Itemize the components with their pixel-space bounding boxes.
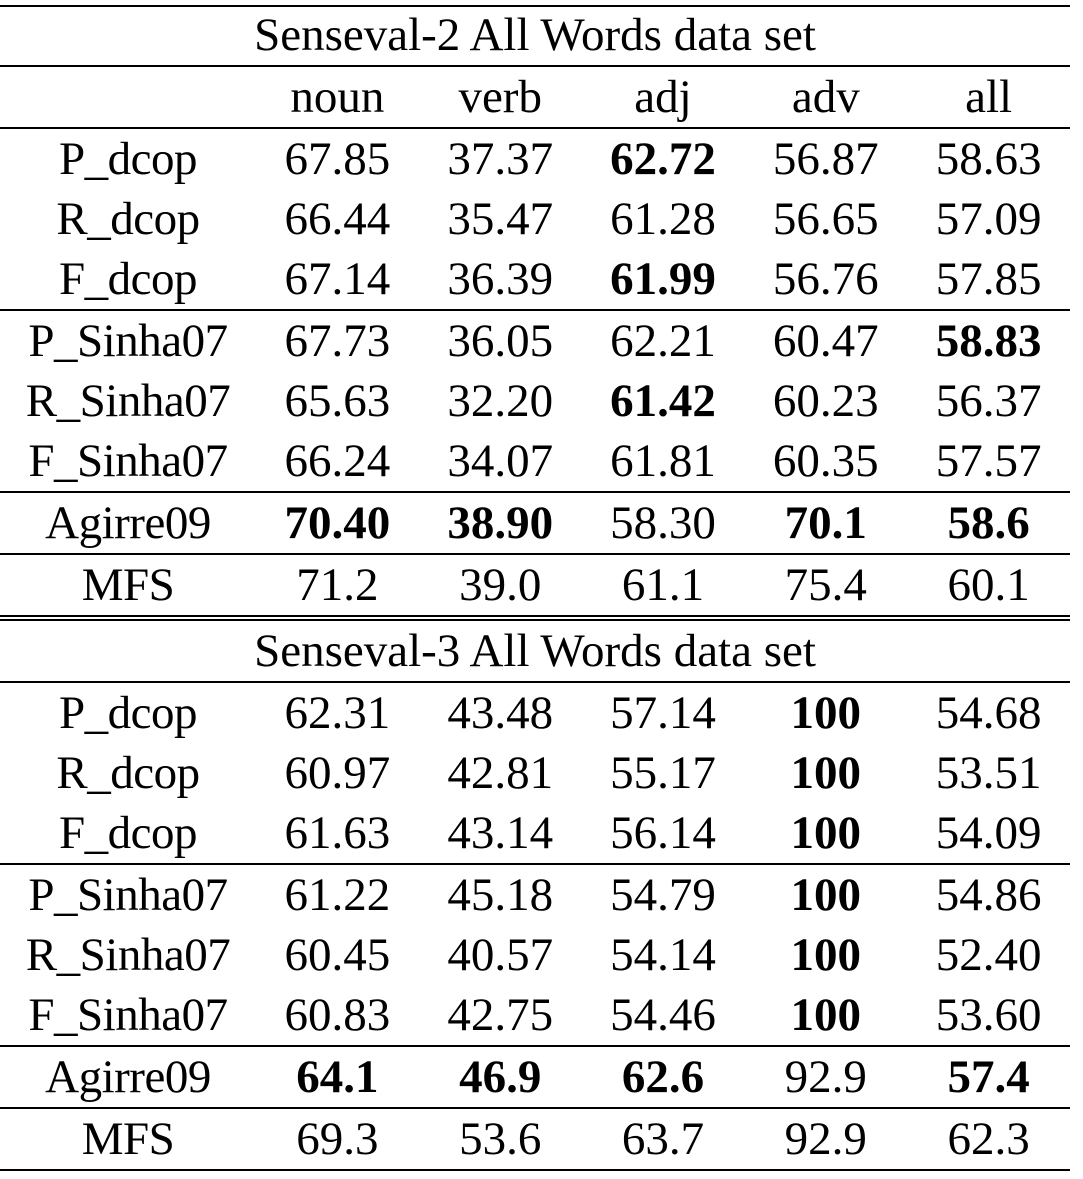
table-cell-adj: 63.7	[582, 1108, 745, 1170]
table-cell-adv: 100	[744, 864, 907, 925]
section-title: Senseval-2 All Words data set	[254, 9, 816, 61]
table-row	[0, 128, 1070, 189]
column-header-adj: adj	[582, 66, 745, 128]
section-title-row	[0, 5, 1070, 66]
table-row	[0, 803, 1070, 864]
table-row	[0, 682, 1070, 743]
results-table-body	[0, 5, 1070, 1170]
table-cell-all: 53.51	[935, 747, 1042, 799]
table-cell-noun: 67.14	[284, 253, 391, 305]
table-cell-noun: 70.40	[256, 492, 419, 554]
table-cell-noun: 60.97	[284, 747, 391, 799]
table-cell-adv: 100	[790, 747, 862, 799]
table-cell-verb: 32.20	[447, 375, 554, 427]
table-cell-verb: 53.6	[419, 1108, 582, 1170]
table-row	[0, 554, 1070, 618]
column-header-adv: adv	[744, 66, 907, 128]
table-cell-noun: 61.22	[256, 864, 419, 925]
table-cell-adj: 61.99	[610, 253, 716, 305]
column-header-noun: noun	[256, 66, 419, 128]
table-cell-verb: 37.37	[419, 128, 582, 189]
table-cell-adj: 61.81	[610, 435, 716, 487]
row-label: R_dcop	[56, 193, 200, 245]
header-blank-cell	[0, 66, 256, 128]
table-cell-adv: 56.65	[772, 193, 879, 245]
table-cell-verb: 43.14	[447, 807, 554, 859]
row-label: Agirre09	[0, 1046, 256, 1108]
row-label: R_dcop	[56, 747, 200, 799]
table-cell-verb: 34.07	[447, 435, 554, 487]
table-cell-noun: 60.83	[284, 989, 391, 1041]
column-header-all: all	[907, 66, 1070, 128]
table-cell-noun: 60.45	[284, 929, 391, 981]
table-cell-adj: 57.14	[582, 682, 745, 743]
table-cell-adj: 61.1	[582, 554, 745, 618]
table-cell-all: 54.68	[907, 682, 1070, 743]
table-cell-all: 56.37	[935, 375, 1042, 427]
table-row	[0, 249, 1070, 310]
table-cell-all: 52.40	[935, 929, 1042, 981]
column-header-row	[0, 66, 1070, 128]
row-label: Agirre09	[0, 492, 256, 554]
table-row	[0, 985, 1070, 1046]
row-label: F_Sinha07	[28, 989, 228, 1041]
table-cell-adj: 55.17	[610, 747, 716, 799]
column-header-verb: verb	[419, 66, 582, 128]
table-cell-noun: 66.24	[284, 435, 391, 487]
table-cell-verb: 45.18	[419, 864, 582, 925]
table-cell-adj: 61.28	[610, 193, 716, 245]
table-cell-adj: 54.79	[582, 864, 745, 925]
table-row	[0, 925, 1070, 985]
table-cell-adv: 60.35	[772, 435, 879, 487]
row-label: MFS	[0, 1108, 256, 1170]
table-cell-noun: 67.85	[256, 128, 419, 189]
table-cell-noun: 65.63	[284, 375, 391, 427]
table-row	[0, 189, 1070, 249]
table-cell-adj: 62.6	[582, 1046, 745, 1108]
table-cell-adv: 100	[790, 807, 862, 859]
section-title: Senseval-3 All Words data set	[0, 618, 1070, 682]
row-label: F_dcop	[59, 253, 197, 305]
table-cell-all: 60.1	[907, 554, 1070, 618]
table-cell-adv: 56.76	[772, 253, 879, 305]
table-cell-all: 58.6	[907, 492, 1070, 554]
table-cell-adj: 54.14	[610, 929, 716, 981]
table-cell-all: 53.60	[935, 989, 1042, 1041]
results-table	[0, 5, 1070, 1171]
table-cell-all: 54.09	[935, 807, 1042, 859]
table-cell-noun: 67.73	[256, 310, 419, 371]
table-cell-all: 57.85	[935, 253, 1042, 305]
table-cell-verb: 40.57	[447, 929, 554, 981]
row-label: R_Sinha07	[25, 929, 231, 981]
table-cell-all: 57.09	[935, 193, 1042, 245]
table-cell-verb: 46.9	[419, 1046, 582, 1108]
table-cell-adj: 61.42	[610, 375, 716, 427]
table-cell-noun: 61.63	[284, 807, 391, 859]
table-cell-adj: 62.72	[582, 128, 745, 189]
table-cell-all: 58.83	[907, 310, 1070, 371]
table-row	[0, 743, 1070, 803]
table-cell-noun: 62.31	[256, 682, 419, 743]
table-cell-verb: 39.0	[419, 554, 582, 618]
table-row	[0, 310, 1070, 371]
section-title-row	[0, 618, 1070, 682]
table-cell-adv: 92.9	[744, 1108, 907, 1170]
table-cell-adv: 92.9	[744, 1046, 907, 1108]
table-cell-noun: 69.3	[256, 1108, 419, 1170]
table-row	[0, 431, 1070, 492]
table-cell-noun: 64.1	[256, 1046, 419, 1108]
table-row	[0, 492, 1070, 554]
table-row	[0, 371, 1070, 431]
table-cell-verb: 43.48	[419, 682, 582, 743]
table-cell-verb: 35.47	[447, 193, 554, 245]
table-cell-adv: 100	[744, 682, 907, 743]
table-row	[0, 864, 1070, 925]
row-label: R_Sinha07	[25, 375, 231, 427]
row-label: P_Sinha07	[0, 864, 256, 925]
table-cell-adj: 62.21	[582, 310, 745, 371]
row-label: P_dcop	[0, 128, 256, 189]
table-cell-adv: 100	[790, 929, 862, 981]
row-label: P_Sinha07	[0, 310, 256, 371]
table-row	[0, 1046, 1070, 1108]
table-cell-all: 58.63	[907, 128, 1070, 189]
table-cell-adv: 75.4	[744, 554, 907, 618]
table-cell-all: 57.57	[935, 435, 1042, 487]
table-cell-verb: 36.39	[447, 253, 554, 305]
row-label: P_dcop	[0, 682, 256, 743]
table-cell-noun: 66.44	[284, 193, 391, 245]
table-cell-verb: 38.90	[419, 492, 582, 554]
table-cell-adj: 54.46	[610, 989, 716, 1041]
table-cell-adv: 60.47	[744, 310, 907, 371]
table-cell-adv: 56.87	[744, 128, 907, 189]
table-cell-verb: 36.05	[419, 310, 582, 371]
table-cell-verb: 42.81	[447, 747, 554, 799]
table-cell-noun: 71.2	[256, 554, 419, 618]
table-cell-verb: 42.75	[447, 989, 554, 1041]
table-cell-all: 57.4	[907, 1046, 1070, 1108]
table-cell-all: 54.86	[907, 864, 1070, 925]
table-cell-adj: 58.30	[582, 492, 745, 554]
table-cell-all: 62.3	[907, 1108, 1070, 1170]
table-cell-adv: 100	[790, 989, 862, 1041]
table-row	[0, 1108, 1070, 1170]
row-label: F_dcop	[59, 807, 197, 859]
table-cell-adv: 60.23	[772, 375, 879, 427]
table-cell-adj: 56.14	[610, 807, 716, 859]
row-label: F_Sinha07	[28, 435, 228, 487]
table-cell-adv: 70.1	[744, 492, 907, 554]
row-label: MFS	[0, 554, 256, 618]
